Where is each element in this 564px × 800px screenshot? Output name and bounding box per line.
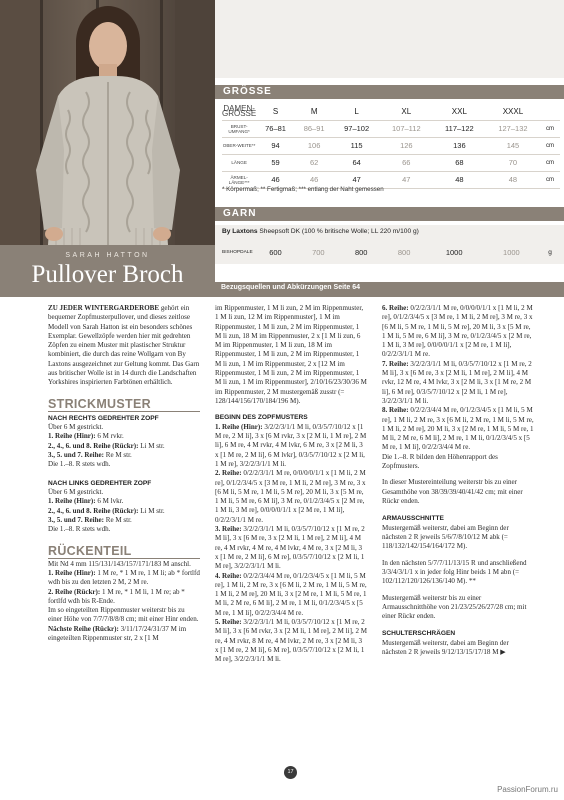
table-cell: 68 (433, 154, 486, 171)
section-heading-rueckenteil: RÜCKENTEIL (48, 545, 200, 559)
table-cell: 48 (433, 171, 486, 188)
intro-paragraph (48, 304, 200, 388)
unit-cell: cm (540, 120, 560, 137)
instruction-paragraph: Mustergemäß weiterstr bis zu einer Armausschnitthöhe von 21/23/25/26/27/28 cm; mit einer Rückr enden. (382, 593, 527, 621)
yarn-table (222, 242, 560, 262)
header-background (215, 0, 564, 78)
row-label: ÄRMEL-LÄNGE*** (222, 171, 256, 188)
table-cell: 700 (312, 247, 325, 257)
table-cell: 86–91 (295, 120, 334, 137)
table-cell: 126 (380, 137, 433, 154)
groesse-heading: GRÖSSE (215, 85, 564, 99)
row-instruction: 3. Reihe: 3/2/2/3/1/1 M li, 0/3/5/7/10/12 x [1 M re, 2 M li], 3 x [6 M re, 3 x [2 M li, 1 M re], 2 M li], 4 M re, 4 M rvkr, 4 M re, 4 M lvkr, 4 M re, 3 x [2 M li, 3 x [1 M re, 2 M li], 6 M re], 0/3/5/7/10/12 x [2 M li, 1 M re], 3/2/2/3/1/1 M li. (215, 525, 365, 571)
instruction-line: Über 6 M gestrickt. (48, 423, 104, 432)
yarn-brand: By Laxtons (222, 228, 258, 235)
intro-text: gehört ein bequemer Zopfmusterpullover, und dieses zeitlose Modell von Sarah Hatton ist ein besonders schönes Exemplar. Gewellzöpfe werden hier mit gedrehten Zöpfen zu einem Muster mit plastischer Struktur kombiniert, die durch das reine Wollgarn von By Laxtons ausgezeichnet zur Geltung kommt. Das Garn aus britischer Wolle ist in 14 durch die Landschaften Yorkshires inspirierten Farbtönen erhältlich. (48, 304, 200, 387)
unit-cell: cm (540, 171, 560, 188)
colour-label: BISHOPDALE (222, 249, 253, 255)
table-cell: 64 (333, 154, 379, 171)
table-cell: 106 (295, 137, 334, 154)
table-cell: 1000 (445, 247, 463, 257)
instruction-line: 2., 4., 6. und 8. Reihe (Rückr): Li M str. (48, 506, 165, 515)
photo-illustration (0, 0, 215, 245)
table-cell: 800 (397, 247, 411, 257)
instruction-line: Im so eingeteilten Rippenmuster weiterstr bis zu einer Höhe von 7/7/7/8/8/8 cm; mit einer Hinr enden. (48, 606, 199, 624)
size-xl: XL (380, 103, 433, 120)
watermark: PassionForum.ru (497, 785, 558, 794)
row-instruction: 1. Reihe (Hinr): 3/2/2/3/1/1 M li, 0/3/5/7/10/12 x [1 M re, 2 M li], 3 x [6 M rvkr, 3 x [2 M li, 1 M re], 2 M li], 6 M re, 4 M rvkr, 4 M lvkr, 6 M re, 3 x [2 M li, 3 x [1 M re, 2 M li], 6 M lvkr], 0/3/5/7/10/12 x [2 M li, 1 M re], 3/2/2/3/1/1 M li. (215, 422, 367, 468)
size-s: S (256, 103, 295, 120)
size-xxl: XXL (433, 103, 486, 120)
unit-cell: g (548, 248, 552, 256)
table-cell: 127–132 (486, 120, 540, 137)
table-cell: 70 (486, 154, 540, 171)
size-table-header-row (222, 103, 560, 120)
subheading-armausschnitte: ARMAUSSCHNITTE (382, 515, 444, 523)
instruction-line: 3., 5. und 7. Reihe: Re M str. (48, 516, 132, 525)
instruction-line: 1. Reihe (Hinr): 6 M rvkr. (48, 432, 124, 441)
table-cell: 115 (333, 137, 379, 154)
instruction-line: 3., 5. und 7. Reihe: Re M str. (48, 451, 132, 460)
table-cell: 145 (486, 137, 540, 154)
instruction-paragraph: Mustergemäß weiterstr, dabei am Beginn der nächsten 2 R jeweils 9/12/13/15/17/18 M ▶ (382, 638, 509, 657)
table-cell: 97–102 (333, 120, 379, 137)
instruction-line: 1. Reihe (Hinr): 6 M lvkr. (48, 497, 124, 506)
instruction-line: Nächste Reihe (Rückr): 3/11/17/24/31/37 M im eingeteilten Rippenmuster str, 2 x [1 M (48, 624, 187, 643)
instruction-line: 1. Reihe (Hinr): 1 M re, * 1 M re, 1 M li; ab * fortlfd wdh bis zu den letzten 2 M, 2 M re. (48, 568, 200, 587)
table-row (222, 137, 560, 154)
text-column-2 (215, 304, 367, 664)
table-row (222, 120, 560, 137)
subheading-zopfmuster: BEGINN DES ZOPFMUSTERS (215, 414, 308, 422)
yarn-details: Sheepsoft DK (100 % britische Wolle; LL 220 m/100 g) (257, 228, 419, 235)
table-cell: 800 (354, 247, 368, 257)
subheading-schulterschraegen: SCHULTERSCHRÄGEN (382, 630, 456, 638)
designer-name: SARAH HATTON (65, 252, 150, 259)
separator-line (0, 295, 564, 297)
table-cell: 107–112 (380, 120, 433, 137)
instruction-line: Die 1.–8. R stets wdh. (48, 525, 111, 534)
model-photo (0, 0, 215, 245)
row-instruction: 4. Reihe: 0/2/2/3/4/4 M re, 0/1/2/3/4/5 x [1 M li, 5 M re], 1 M li, 2 M re, 3 x [6 M li, 2 M re, 1 M li, 5 M re, 1 M li, 2 M re], 20 M li, 3 x [2 M re, 1 M li, 5 M re, 1 M li, 2 M re, 6 M li], 2 M re, 1 M li, 0/1/2/3/4/5 x [5 M re, 1 M li], 0/2/2/3/4/4 M re. (215, 571, 367, 617)
garn-heading: GARN (215, 207, 564, 221)
page-number: 17 (284, 766, 297, 779)
yarn-description (222, 228, 419, 235)
table-cell: 47 (333, 171, 379, 188)
table-cell: 94 (256, 137, 295, 154)
instruction-paragraph: Mustergemäß weiterstr, dabei am Beginn der nächsten 2 R jeweils 5/6/7/8/10/12 M abk (= 118/132/142/154/164/172 M). (382, 523, 509, 551)
intro-lead: ZU JEDER WINTERGARDEROBE (48, 304, 160, 312)
table-cell: 48 (486, 171, 540, 188)
unit-cell: cm (540, 137, 560, 154)
table-cell: 46 (295, 171, 334, 188)
row-instruction: 7. Reihe: 3/2/2/3/1/1 M li, 0/3/5/7/10/12 x [1 M re, 2 M li], 3 x [6 M re, 3 x [2 M li, 1 M re], 2 M li], 4 M rvkr, 12 M re, 4 M lvkr, 3 x [2 M li, 3 x [1 M re, 2 M li], 6 M re], 0/3/5/7/10/12 x [2 M li, 1 M re], 3/2/2/3/1/1 M li. (382, 359, 532, 405)
table-cell: 66 (380, 154, 433, 171)
pattern-title: Pullover Broch (31, 261, 184, 288)
table-cell: 62 (295, 154, 334, 171)
row-label: OBER-WEITE** (222, 137, 256, 154)
subheading-rechts: NACH RECHTS GEDREHTER ZOPF (48, 414, 159, 422)
table-cell: 117–122 (433, 120, 486, 137)
table-cell: 600 (269, 247, 282, 257)
row-instruction: 8. Reihe: 0/2/2/3/4/4 M re, 0/1/2/3/4/5 x [1 M li, 5 M re], 1 M li, 2 M re, 3 x [6 M li, 2 M re, 1 M li, 5 M re, 1 M li, 2 M re], 20 M li, 3 x [2 M re, 1 M li, 5 M re, 1 M li, 2 M re, 6 M li], 2 M re, 1 M li, 0/1/2/3/4/5 x [5 M re, 1 M li], 0/2/2/3/4/4 M re. (382, 406, 534, 452)
table-cell: 1000 (503, 247, 520, 257)
instruction-paragraph: In dieser Mustereinteilung weiterstr bis zu einer Gesamthöhe von 38/39/39/40/41/42 cm; mit einer Rückr enden. (382, 478, 523, 505)
table-row (222, 242, 560, 262)
instruction-paragraph: In den nächsten 5/7/7/11/13/15 R und anschließend 3/3/4/3/1/1 x in jeder folg Hinr beids 1 M abn (= 102/112/120/126/136/140 M). ** (382, 558, 527, 586)
instruction-line: 2., 4., 6. und 8. Reihe (Rückr): Li M str. (48, 441, 165, 450)
size-table (222, 103, 560, 189)
table-row (222, 154, 560, 171)
instruction-line: Mit Nd 4 mm 115/131/143/157/171/183 M anschl. (48, 559, 191, 568)
size-m: M (295, 103, 334, 120)
instruction-paragraph: im Rippenmuster, 1 M li zun, 2 M im Rippenmuster, 1 M li zun, 12 M im Rippenmuster], 1 M im Rippenmuster, 1 M li zun, 2 M im Rippenmuster, 1 M li zun, 18 M im Rippenmuster, 2 x [1 M li zun, 6 M im Rippenmuster, 1 M li zun, 18 M im Rippenmuster, 1 M li zun, 2 M im Rippenmuster, 1 M li zun, 1 M im Rippenmuster, 2 x [12 M im Rippenmuster, 1 M li zun, 2 M im Rippenmuster, 1 M li zun, 1 M im Rippenmuster], 2/10/16/23/30/36 M im Rippenmuster, 2 M mustergemäß zusstr (= 128/144/156/170/184/196 M). (215, 304, 367, 405)
table-cell: 76–81 (256, 120, 295, 137)
row-instruction: 2. Reihe: 0/2/2/3/1/1 M re, 0/0/0/0/1/1 x [1 M li, 2 M re], 0/1/2/3/4/5 x [3 M re, 1 M li, 2 M re], 3 M re, 3 x [6 M li, 5 M re, 1 M li, 5 M re], 20 M li, 3 x [5 M re, 1 M li, 5 M re, 6 M li], 3 M re, 0/1/2/3/4/5 x [2 M re, 1 M li, 3 M re], 0/0/0/0/1/1 x [2 M re, 1 M li], 0/2/2/3/1/1 M re. (215, 469, 366, 524)
table-cell: 46 (256, 171, 295, 188)
table-cell: 136 (433, 137, 486, 154)
row-label: LÄNGE (222, 154, 256, 171)
text-column-1 (48, 304, 200, 643)
instruction-line: 2. Reihe (Rückr): 1 M re, * 1 M li, 1 M re; ab * fortlfd wdh bis R-Ende. (48, 587, 185, 605)
reference-bar: Bezugsquellen und Abkürzungen Seite 64 (215, 282, 564, 295)
table-cell: 47 (380, 171, 433, 188)
row-instruction: 5. Reihe: 3/2/2/3/1/1 M li, 0/3/5/7/10/12 x [1 M re, 2 M li], 3 x [6 M rvkr, 3 x [2 M li, 1 M re], 2 M li], 2 M re, 4 M rvkr, 8 M re, 4 M lvkr, 2 M re, 3 x [2 M li, 3 x [1 M re, 2 M li], 6 M re], 0/3/5/7/10/12 x [2 M li, 1 M re], 3/2/2/3/1/1 M li. (215, 618, 367, 664)
size-l: L (333, 103, 379, 120)
instruction-line: Die 1.–8. R bilden den Höhenrapport des Zopfmusters. (382, 452, 498, 471)
instruction-line: Die 1.–8. R stets wdh. (48, 460, 111, 469)
unit-cell: cm (540, 154, 560, 171)
table-cell: 59 (256, 154, 295, 171)
row-label: BRUST-UMFANG* (222, 120, 256, 137)
size-footnote: * Körpermaß; ** Fertigmaß; *** entlang der Naht gemessen (222, 186, 384, 193)
size-header-label: DAMEN-GRÖSSE (222, 104, 257, 119)
size-xxxl: XXXL (486, 103, 540, 120)
instruction-line: Über 6 M gestrickt. (48, 488, 104, 497)
text-column-3 (382, 304, 534, 658)
row-instruction: 6. Reihe: 0/2/2/3/1/1 M re, 0/0/0/0/1/1 x [1 M li, 2 M re], 0/1/2/3/4/5 x [3 M re, 1 M li, 2 M re], 3 M re, 3 x [6 M li, 5 M re, 1 M li, 5 M re], 20 M li, 3 x [5 M re, 1 M li, 5 M re, 6 M li], 3 M re, 0/1/2/3/4/5 x [2 M re, 1 M li, 3 M re], 0/0/0/0/1/1 x [2 M re, 1 M li], 0/2/2/3/1/1 M re. (382, 304, 533, 359)
subheading-links: NACH LINKS GEDREHTER ZOPF (48, 479, 152, 487)
section-heading-strickmuster: STRICKMUSTER (48, 398, 200, 412)
